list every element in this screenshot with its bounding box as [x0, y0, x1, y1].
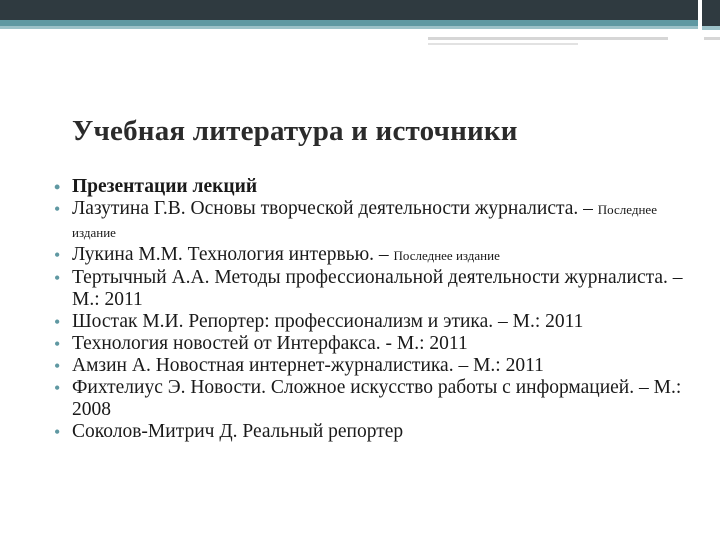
header-decoration [0, 0, 720, 22]
list-item [54, 355, 694, 377]
header-dark-band [0, 0, 698, 20]
list-item [54, 421, 694, 443]
list-item [54, 311, 694, 333]
header-rule-short [428, 43, 578, 45]
item-text: Соколов-Митрич Д. Реальный репортер [72, 421, 404, 442]
header-rule-corner [704, 37, 720, 40]
list-item [54, 377, 694, 421]
item-text: Технология новостей от Интерфакса. - М.: 2011 [72, 333, 468, 354]
item-note: Последнее издание [393, 248, 500, 263]
list-item [54, 267, 694, 311]
item-text: Лукина М.М. Технология интервью. – [72, 244, 394, 265]
header-light-teal-band [0, 26, 698, 29]
list-item [54, 333, 694, 355]
header-corner-accent [702, 26, 720, 30]
item-text: Шостак М.И. Репортер: профессионализм и этика. – М.: 2011 [72, 311, 584, 332]
header-corner-block [702, 0, 720, 26]
item-text: Презентации лекций [72, 176, 258, 197]
list-item [54, 176, 694, 198]
item-text: Лазутина Г.В. Основы творческой деятельности журналиста. – [72, 198, 598, 219]
header-rule [428, 37, 668, 40]
list-item [54, 244, 694, 267]
slide-title: Учебная литература и источники [72, 115, 518, 147]
bibliography-list [54, 176, 694, 443]
item-text: Фихтелиус Э. Новости. Сложное искусство работы с информацией. – М.: 2008 [72, 377, 682, 420]
item-text: Тертычный А.А. Методы профессиональной деятельности журналиста. – М.: 2011 [72, 267, 683, 310]
item-text: Амзин А. Новостная интернет-журналистика. – М.: 2011 [72, 355, 544, 376]
item-note: Последнее издание [72, 202, 657, 240]
list-item [54, 198, 694, 244]
